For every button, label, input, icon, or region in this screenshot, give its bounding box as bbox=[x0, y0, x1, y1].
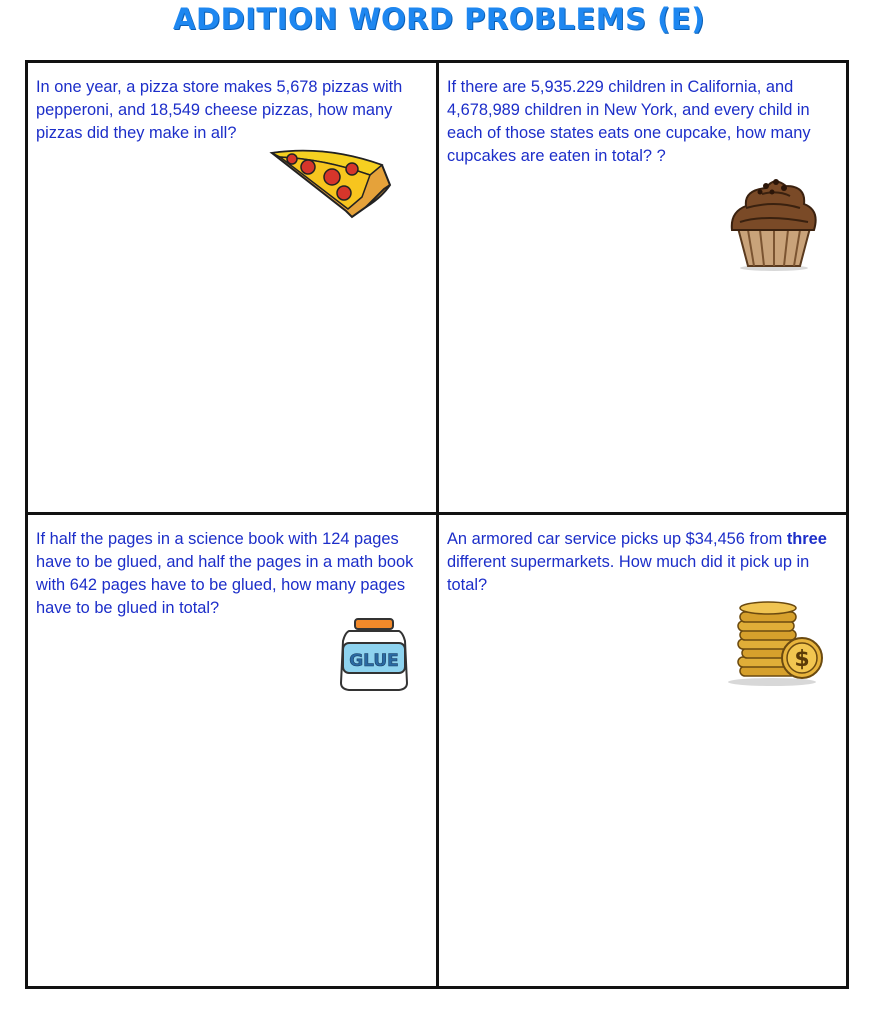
problem-cell-3 bbox=[36, 528, 428, 620]
coin-dollar-label: $ bbox=[794, 647, 810, 672]
problem-4-text-after: different supermarkets. How much did it pick up in total? bbox=[447, 553, 810, 594]
problem-4-text bbox=[447, 528, 839, 597]
problem-2-text: If there are 5,935.229 children in California, and 4,678,989 children in New York, and every child in each of those states eats one cupcake, how many cupcakes are eaten in total? ? bbox=[447, 78, 811, 165]
grid-divider-vertical bbox=[436, 60, 439, 989]
problem-cell-2 bbox=[447, 76, 839, 168]
problem-1-text: In one year, a pizza store makes 5,678 pizzas with pepperoni, and 18,549 cheese pizzas, how many pizzas did they make in all? bbox=[36, 78, 403, 142]
cupcake-icon bbox=[726, 172, 822, 272]
page-title: ADDITION WORD PROBLEMS (E) bbox=[173, 2, 705, 36]
problem-cell-1 bbox=[36, 76, 428, 145]
problem-4-emphasis: three bbox=[786, 530, 827, 548]
glue-label: GLUE bbox=[349, 651, 399, 671]
problem-4-text-before: An armored car service picks up $34,456 from bbox=[447, 530, 787, 548]
problem-cell-4 bbox=[447, 528, 839, 597]
glue-bottle-icon bbox=[337, 617, 411, 693]
problem-3-text: If half the pages in a science book with 124 pages have to be glued, and half the pages in a math book with 642 pages have to be glued, how many pages have to be glued in total? bbox=[36, 530, 414, 617]
pizza-slice-icon bbox=[266, 145, 394, 220]
coin-stack-icon bbox=[726, 600, 824, 686]
grid-divider-horizontal bbox=[25, 512, 849, 515]
